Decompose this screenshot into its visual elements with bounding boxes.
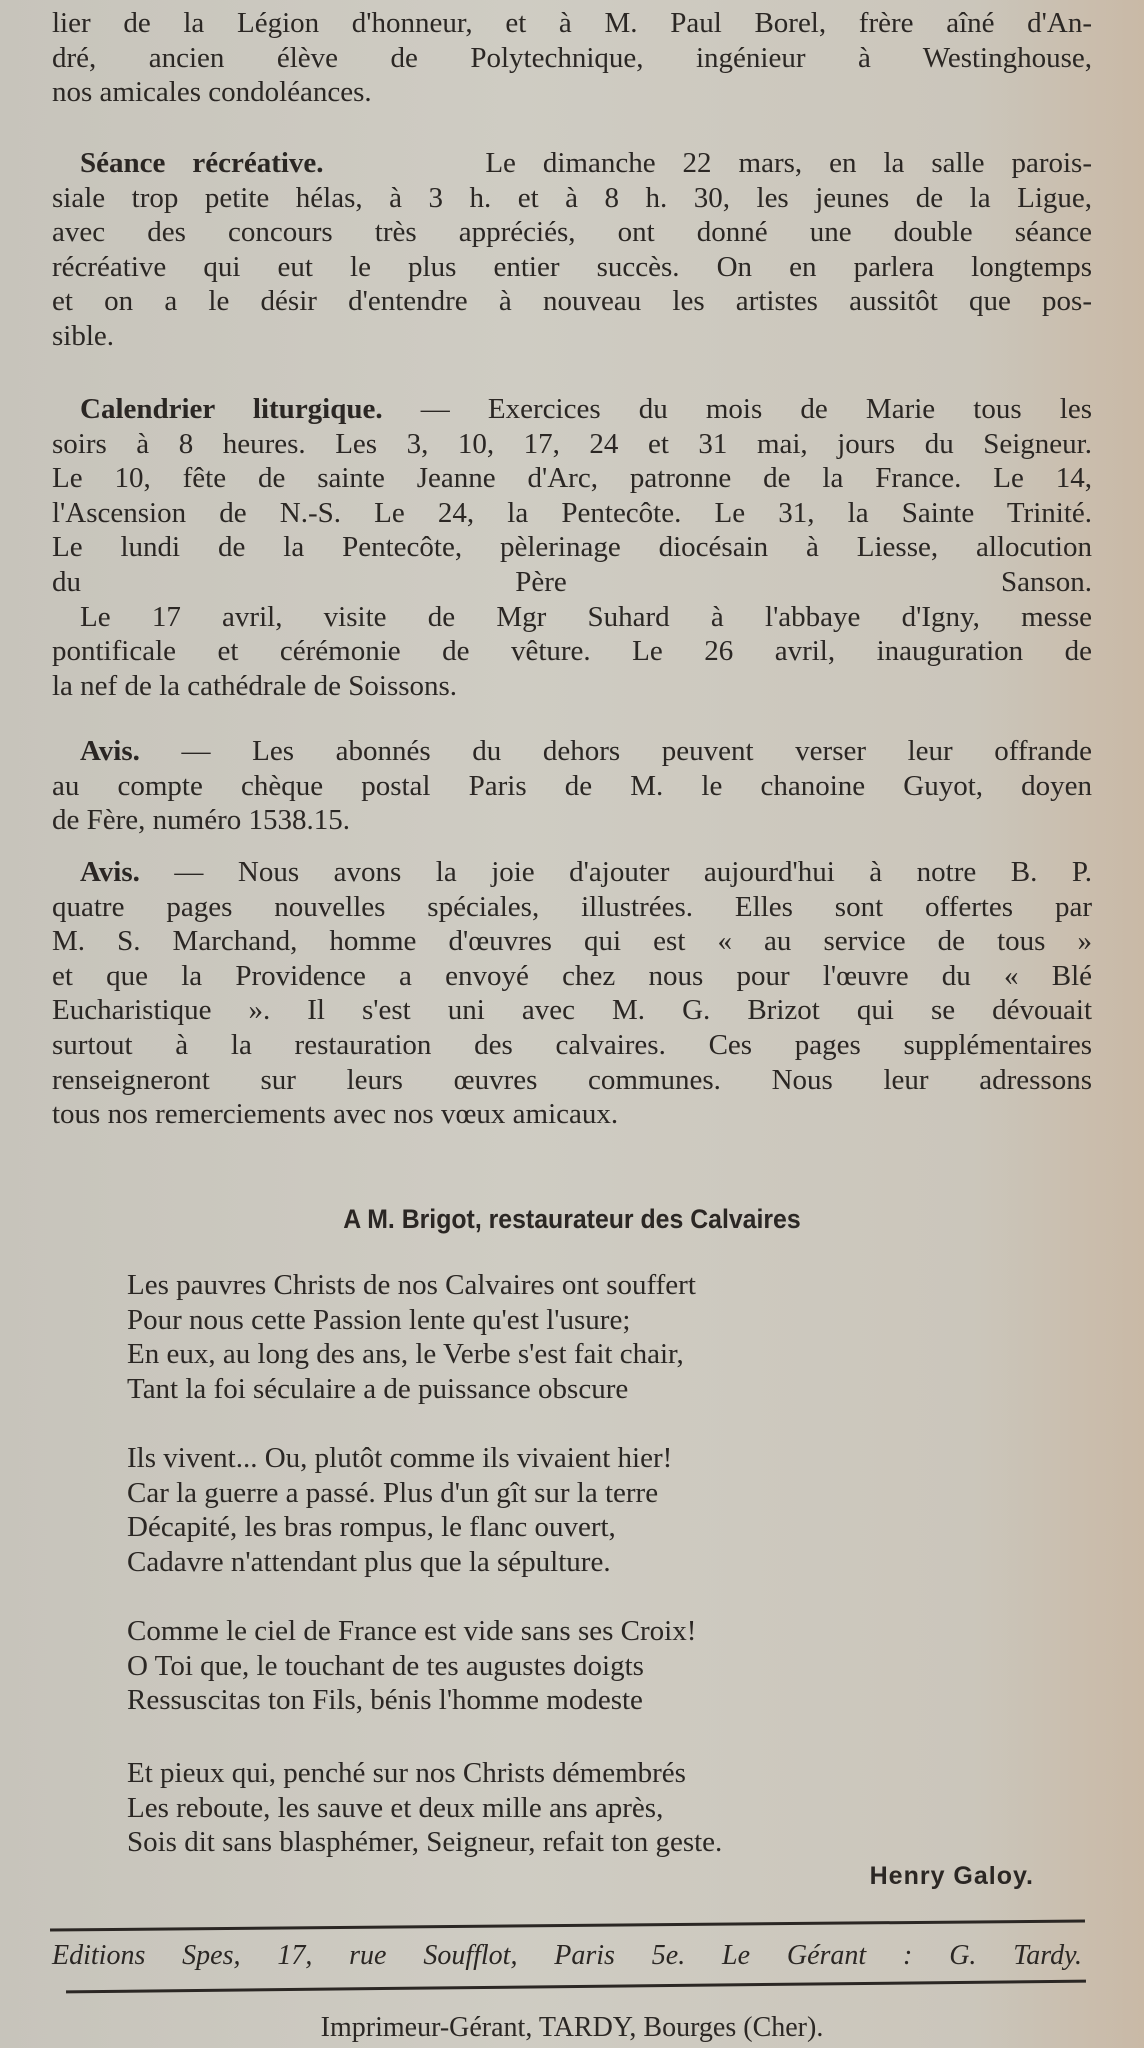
poem-line: Ils vivent... Ou, plutôt comme ils vivaient hier!	[127, 1442, 673, 1474]
poem-signature: Henry Galoy.	[869, 1862, 1034, 1890]
poem-line: Tant la foi séculaire a de puissance obscure	[127, 1372, 629, 1405]
poem-stanza	[127, 1268, 927, 1406]
text-line: Séance récréative. Le dimanche 22 mars, en la salle parois-	[80, 147, 1092, 179]
paragraph	[52, 392, 1092, 703]
poem-line: Les reboute, les sauve et deux mille ans après,	[127, 1791, 664, 1824]
poem-line: O Toi que, le touchant de tes augustes doigts	[127, 1649, 644, 1682]
poem-line: Les pauvres Christs de nos Calvaires ont souffert	[127, 1269, 696, 1301]
poem-stanza	[127, 1614, 927, 1718]
text-line: sible.	[52, 319, 115, 352]
text-line: avec des concours très appréciés, ont donné une double séance	[52, 216, 1092, 249]
text-line: Avis. — Nous avons la joie d'ajouter aujourd'hui à notre B. P.	[80, 856, 1092, 888]
text-line: Eucharistique ». Il s'est uni avec M. G. Brizot qui se dévouait	[52, 994, 1092, 1027]
paragraph	[52, 855, 1092, 1132]
footer-rule-top	[50, 1919, 1085, 1931]
poem-title: A M. Brigot, restaurateur des Calvaires	[343, 1204, 801, 1234]
text-line: Calendrier liturgique. — Exercices du mois de Marie tous les	[80, 393, 1092, 425]
text-line: pontificale et cérémonie de vêture. Le 26 avril, inauguration de	[52, 635, 1092, 668]
publisher-line: Editions Spes, 17, rue Soufflot, Paris 5e. Le Gérant : G. Tardy.	[52, 1940, 1082, 1971]
text-line: de Fère, numéro 1538.15.	[52, 804, 350, 837]
text-line: Le 10, fête de sainte Jeanne d'Arc, patronne de la France. Le 14,	[52, 462, 1092, 495]
poem-line: Cadavre n'attendant plus que la sépulture.	[127, 1545, 611, 1578]
text-line: l'Ascension de N.-S. Le 24, la Pentecôte. Le 31, la Sainte Trinité.	[52, 496, 1092, 529]
poem-line: Ressuscitas ton Fils, bénis l'homme modeste	[127, 1684, 643, 1717]
paragraph-heading: Avis.	[80, 735, 140, 767]
footer-rule-bottom	[66, 1980, 1086, 1994]
poem-line: Et pieux qui, penché sur nos Christs démembrés	[127, 1757, 686, 1789]
paragraph	[52, 734, 1092, 838]
text-line: lier de la Légion d'honneur, et à M. Paul Borel, frère aîné d'An-	[52, 7, 1092, 39]
text-line: Le lundi de la Pentecôte, pèlerinage diocésain à Liesse, allocution	[52, 531, 1092, 564]
text-line: soirs à 8 heures. Les 3, 10, 17, 24 et 31 mai, jours du Seigneur.	[52, 427, 1092, 460]
poem-line: Pour nous cette Passion lente qu'est l'usure;	[127, 1303, 631, 1336]
paragraph	[52, 6, 1092, 110]
text-line: surtout à la restauration des calvaires. Ces pages supplémentaires	[52, 1028, 1092, 1061]
text-line: Avis. — Les abonnés du dehors peuvent verser leur offrande	[80, 735, 1092, 767]
paragraph	[52, 146, 1092, 354]
paragraph-heading: Calendrier liturgique.	[80, 393, 383, 425]
poem-line: Sois dit sans blasphémer, Seigneur, refait ton geste.	[127, 1826, 723, 1859]
text-line: et on a le désir d'entendre à nouveau les artistes aussitôt que pos-	[52, 285, 1092, 318]
text-line: nos amicales condoléances.	[52, 76, 372, 109]
text-line: renseigneront sur leurs œuvres communes. Nous leur adressons	[52, 1063, 1092, 1096]
text-line: tous nos remerciements avec nos vœux amicaux.	[52, 1098, 619, 1131]
poem-stanza	[127, 1756, 927, 1860]
poem-line: Comme le ciel de France est vide sans ses Croix!	[127, 1615, 697, 1647]
text-line: récréative qui eut le plus entier succès. On en parlera longtemps	[52, 250, 1092, 283]
poem-line: Car la guerre a passé. Plus d'un gît sur la terre	[127, 1476, 659, 1509]
printer-line: Imprimeur-Gérant, TARDY, Bourges (Cher).	[320, 2012, 824, 2043]
paragraph-heading: Séance récréative.	[80, 147, 324, 179]
text-line: du Père Sanson.	[52, 565, 1092, 598]
text-line: dré, ancien élève de Polytechnique, ingénieur à Westinghouse,	[52, 41, 1092, 74]
text-line: la nef de la cathédrale de Soissons.	[52, 669, 458, 702]
text-line: M. S. Marchand, homme d'œuvres qui est « au service de tous »	[52, 925, 1092, 958]
text-line: et que la Providence a envoyé chez nous pour l'œuvre du « Blé	[52, 959, 1092, 992]
text-line: quatre pages nouvelles spéciales, illustrées. Elles sont offertes par	[52, 890, 1092, 923]
poem-line: Décapité, les bras rompus, le flanc ouvert,	[127, 1511, 616, 1544]
text-line: siale trop petite hélas, à 3 h. et à 8 h. 30, les jeunes de la Ligue,	[52, 181, 1092, 214]
text-line: au compte chèque postal Paris de M. le chanoine Guyot, doyen	[52, 769, 1092, 802]
text-line: Le 17 avril, visite de Mgr Suhard à l'abbaye d'Igny, messe	[80, 600, 1092, 633]
poem-stanza	[127, 1441, 927, 1579]
paragraph-heading: Avis.	[80, 856, 140, 888]
poem-line: En eux, au long des ans, le Verbe s'est fait chair,	[127, 1338, 684, 1371]
